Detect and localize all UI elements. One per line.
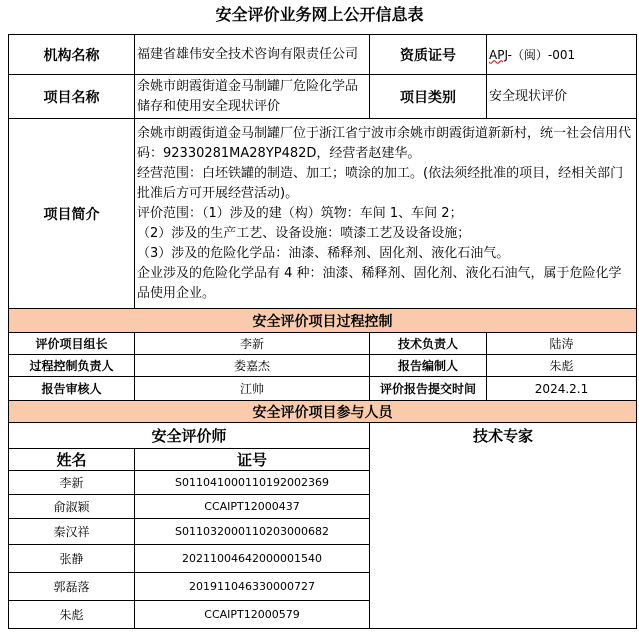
process-label: 过程控制负责人	[9, 355, 135, 377]
name-header: 姓名	[9, 449, 135, 471]
process-label: 评价报告提交时间	[370, 377, 487, 401]
org-label: 机构名称	[9, 35, 135, 75]
project-row	[9, 75, 637, 119]
intro-paragraph: 评价范围：（1）涉及的建（构）筑物：车间 1、车间 2；	[137, 205, 463, 221]
people-header-row	[9, 423, 637, 449]
expert-header: 技术专家	[370, 423, 637, 629]
org-value: 福建省雄伟安全技术咨询有限责任公司	[135, 35, 370, 75]
info-table	[8, 34, 637, 629]
page-title: 安全评价业务网上公开信息表	[215, 5, 424, 24]
cert-rest: -（闽）-001	[507, 47, 576, 62]
intro-label: 项目简介	[9, 119, 135, 309]
category-value: 安全现状评价	[487, 75, 637, 119]
person-name: 郭磊落	[9, 573, 135, 601]
project-value: 余姚市朗霞街道金马制罐厂危险化学品储存和使用安全现状评价	[135, 75, 370, 119]
person-cert: CCAIPT12000437	[135, 495, 370, 519]
people-section-row	[9, 401, 637, 423]
process-value: 朱彪	[487, 355, 637, 377]
process-row	[9, 377, 637, 401]
person-name: 朱彪	[9, 601, 135, 629]
cert-value	[487, 35, 637, 75]
process-value: 陆涛	[487, 333, 637, 355]
process-value: 2024.2.1	[487, 377, 637, 401]
org-row	[9, 35, 637, 75]
person-cert: 20211004642000001540	[135, 545, 370, 573]
process-value: 江帅	[135, 377, 370, 401]
evaluator-header: 安全评价师	[9, 423, 370, 449]
cert-header: 证号	[135, 449, 370, 471]
person-cert: S011032000110203000682	[135, 519, 370, 545]
process-label: 报告审核人	[9, 377, 135, 401]
person-cert: CCAIPT12000579	[135, 601, 370, 629]
intro-text	[135, 119, 637, 309]
intro-paragraph: （3）涉及的危险化学品：油漆、稀释剂、固化剂、液化石油气。	[137, 245, 510, 261]
cert-label: 资质证号	[370, 35, 487, 75]
person-name: 秦汉祥	[9, 519, 135, 545]
intro-paragraph: 经营范围：白坯铁罐的制造、加工；喷涂的加工。(依法须经批准的项目，经相关部门批准后方可开展经营活动)。	[137, 165, 624, 201]
process-row	[9, 333, 637, 355]
process-label: 报告编制人	[370, 355, 487, 377]
process-label: 技术负责人	[370, 333, 487, 355]
process-value: 李新	[135, 333, 370, 355]
cert-prefix: APJ	[489, 47, 508, 62]
category-label: 项目类别	[370, 75, 487, 119]
person-name: 俞淑颖	[9, 495, 135, 519]
process-value: 娄嘉杰	[135, 355, 370, 377]
process-row	[9, 355, 637, 377]
person-cert: 201911046330000727	[135, 573, 370, 601]
process-section-row	[9, 309, 637, 333]
person-cert: S011041000110192002369	[135, 471, 370, 495]
intro-paragraph: 企业涉及的危险化学品有 4 种：油漆、稀释剂、固化剂、液化石油气，属于危险化学品使用企业。	[137, 265, 622, 301]
project-label: 项目名称	[9, 75, 135, 119]
people-section-title: 安全评价项目参与人员	[9, 401, 637, 423]
process-section-title: 安全评价项目过程控制	[9, 309, 637, 333]
person-name: 张静	[9, 545, 135, 573]
process-label: 评价项目组长	[9, 333, 135, 355]
intro-paragraph: （2）涉及的生产工艺、设备设施：喷漆工艺及设备设施；	[137, 225, 471, 241]
person-name: 李新	[9, 471, 135, 495]
intro-row	[9, 119, 637, 309]
intro-paragraph: 余姚市朗霞街道金马制罐厂位于浙江省宁波市余姚市朗霞街道新新村，统一社会信用代码：92330281MA28YP482D，经营者赵建华。	[137, 125, 632, 161]
